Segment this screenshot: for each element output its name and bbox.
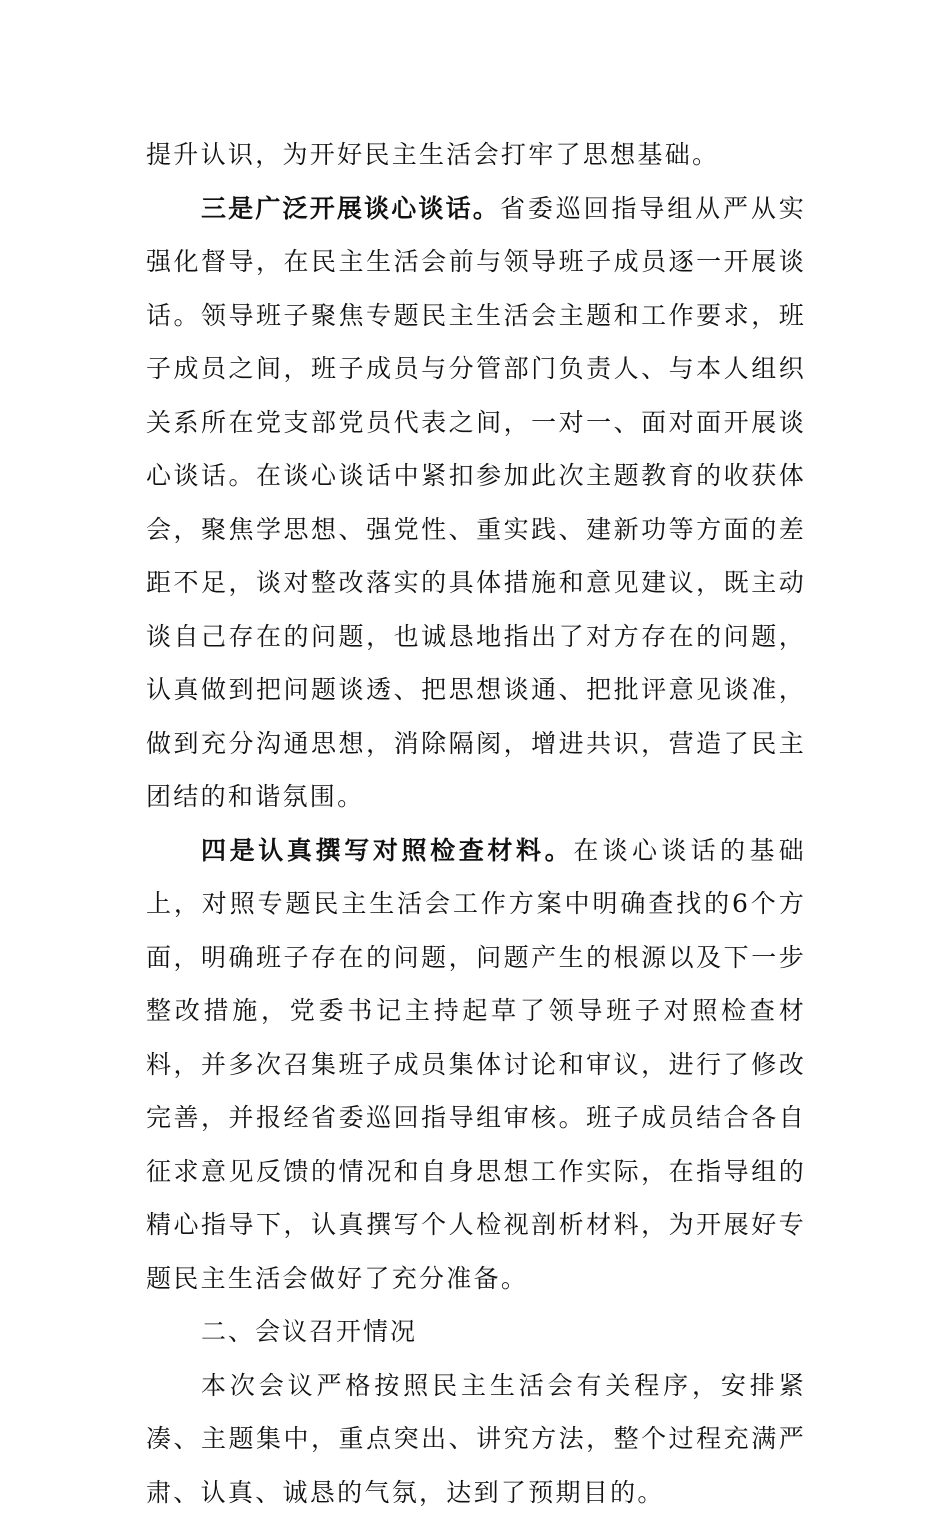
paragraph-lead: 三是广泛开展谈心谈话。	[201, 194, 500, 223]
paragraph-review-materials	[146, 824, 806, 1306]
paragraph-lead: 四是认真撰写对照检查材料。	[201, 836, 573, 865]
document-body	[146, 128, 806, 1519]
paragraph-text: 本次会议严格按照民主生活会有关程序，安排紧凑、主题集中，重点突出、讲究方法，整个过程充满严肃、认真、诚恳的气氛，达到了预期目的。	[146, 1371, 806, 1507]
paragraph-meeting-summary	[146, 1359, 806, 1519]
paragraph-text: 在谈心谈话的基础上，对照专题民主生活会工作方案中明确查找的6个方面，明确班子存在的问题，问题产生的根源以及下一步整改措施，党委书记主持起草了领导班子对照检查材料，并多次召集班子成员集体讨论和审议，进行了修改完善，并报经省委巡回指导组审核。班子成员结合各自征求意见反馈的情况和自身思想工作实际，在指导组的精心指导下，认真撰写个人检视剖析材料，为开展好专题民主生活会做好了充分准备。	[146, 836, 806, 1293]
paragraph-text: 提升认识，为开好民主生活会打牢了思想基础。	[146, 140, 719, 169]
paragraph-continuation	[146, 128, 806, 182]
paragraph-heart-to-heart-talks	[146, 182, 806, 824]
section-heading: 二、会议召开情况	[146, 1305, 806, 1359]
paragraph-text: 省委巡回指导组从严从实强化督导，在民主生活会前与领导班子成员逐一开展谈话。领导班子聚焦专题民主生活会主题和工作要求，班子成员之间，班子成员与分管部门负责人、与本人组织关系所在党支部党员代表之间，一对一、面对面开展谈心谈话。在谈心谈话中紧扣参加此次主题教育的收获体会，聚焦学思想、强党性、重实践、建新功等方面的差距不足，谈对整改落实的具体措施和意见建议，既主动谈自己存在的问题，也诚恳地指出了对方存在的问题，认真做到把问题谈透、把思想谈通、把批评意见谈准，做到充分沟通思想，消除隔阂，增进共识，营造了民主团结的和谐氛围。	[146, 194, 806, 812]
